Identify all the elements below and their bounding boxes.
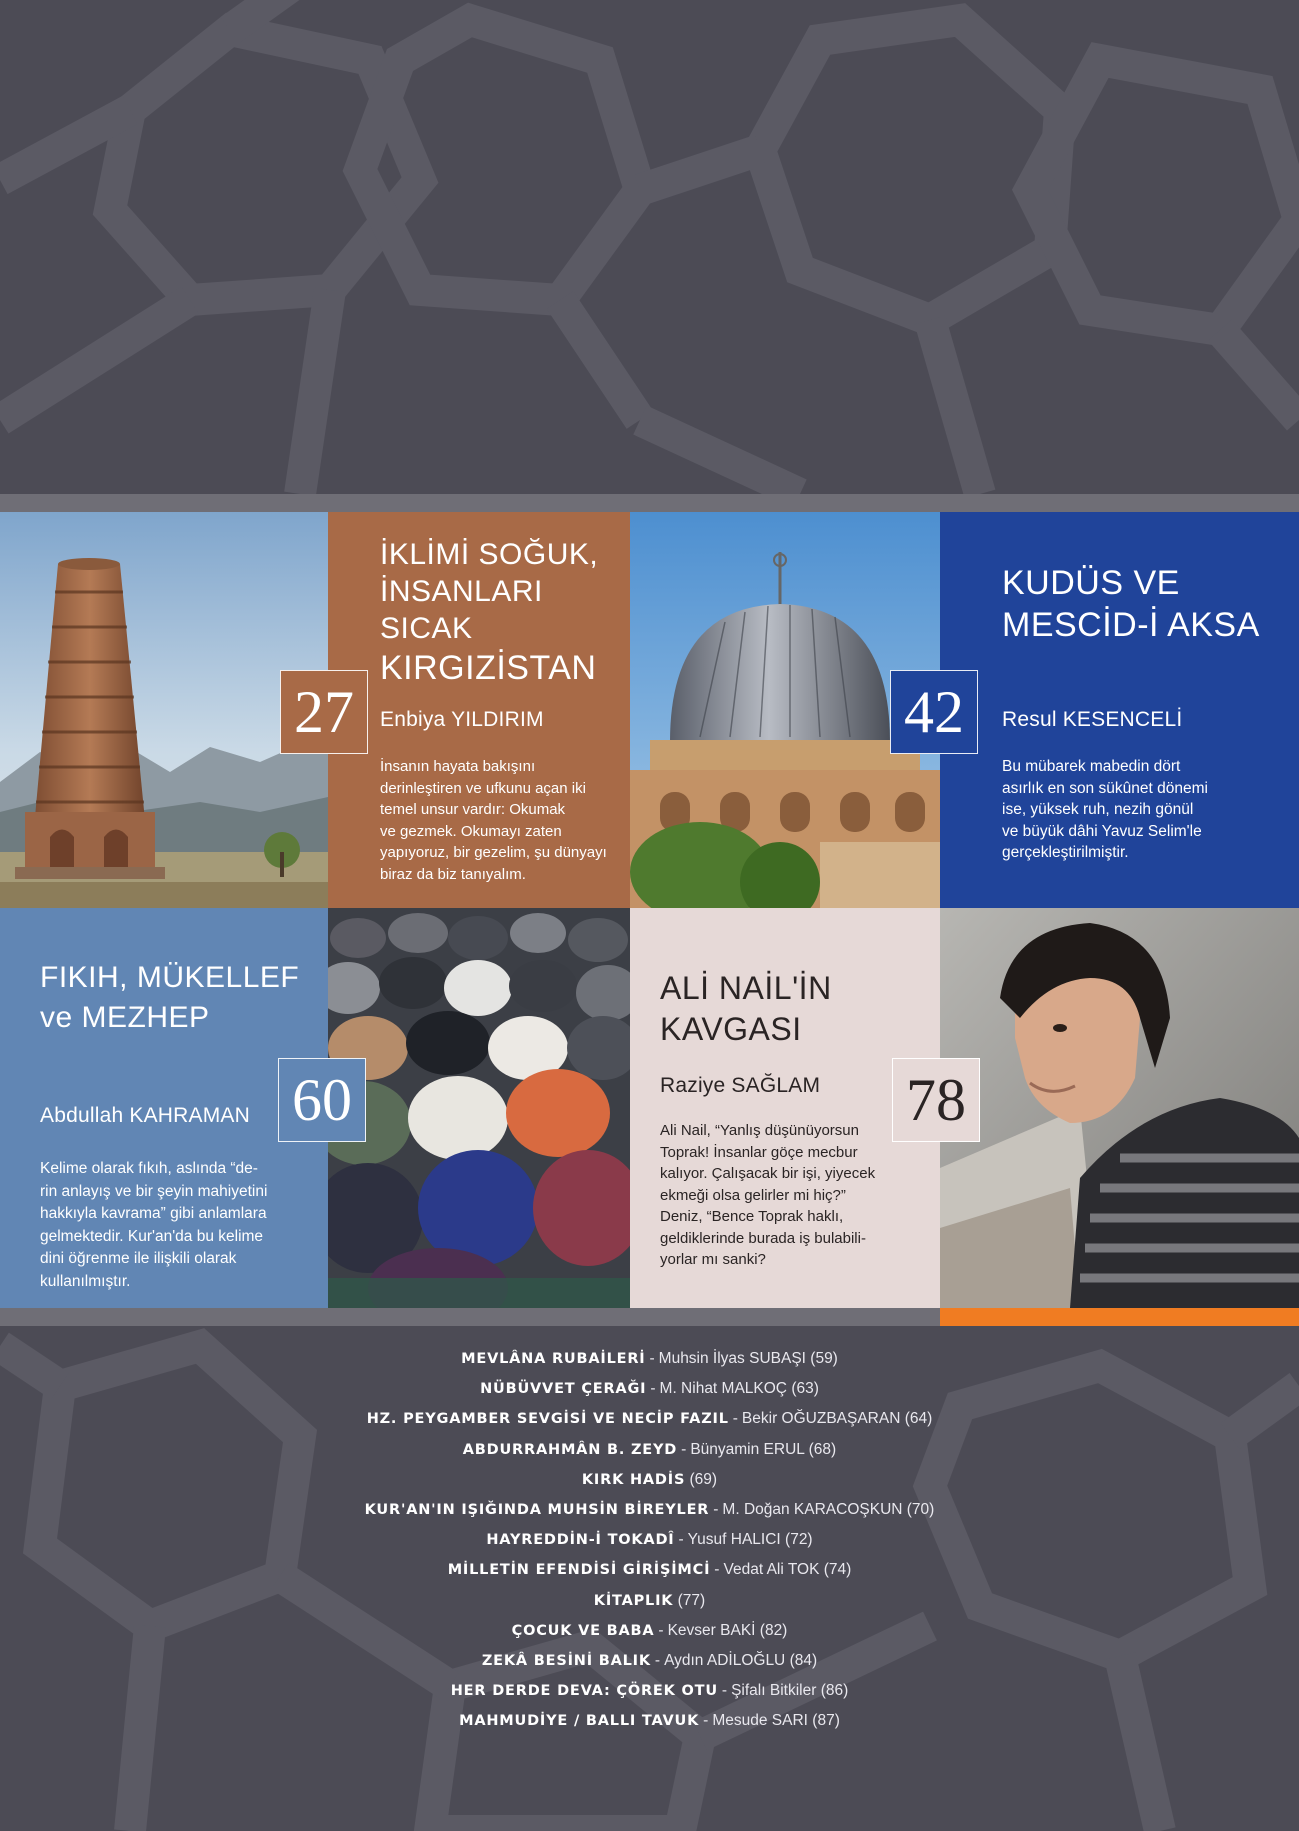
page-number-box[interactable]: 78: [892, 1058, 980, 1142]
kirgizistan-photo: [0, 512, 328, 908]
top-divider-band: [0, 494, 1299, 512]
kirgizistan-panel: [328, 512, 630, 908]
article-excerpt: Kelime olarak fıkıh, aslında “de- rin anlayış ve bir şeyin mahiyetini hakkıyla kavrama” gibi anlamlara gelmektedir. Kur'an'da bu kelime dini öğrenme ile ilişkili olarak kullanılmıştır.: [40, 1160, 268, 1290]
page-number-box[interactable]: 27: [280, 670, 368, 754]
article-author: Abdullah KAHRAMAN: [40, 1104, 250, 1127]
toc-item[interactable]: KİTAPLIK (77): [593, 1591, 706, 1609]
toc-item[interactable]: ABDURRAHMÂN B. ZEYD - Bünyamin ERUL (68): [462, 1440, 837, 1458]
article-row-2: [0, 908, 1299, 1308]
toc-item[interactable]: HER DERDE DEVA: ÇÖREK OTU - Şifalı Bitkiler (86): [450, 1682, 849, 1700]
article-excerpt: Bu mübarek mabedin dört asırlık en son sükûnet dönemi ise, yüksek ruh, nezih gönül ve büyük dâhi Yavuz Selim'le gerçekleştirilmiştir.: [1002, 758, 1208, 861]
article-excerpt: İnsanın hayata bakışını derinleştiren ve ufkunu açan iki temel unsur vardır: Okumak ve gezmek. Okumayı zaten yapıyoruz, bir gezelim, şu dünyayı biraz da biz tanıyalım.: [380, 758, 607, 883]
ali-nail-photo: [940, 908, 1299, 1308]
fikih-photo: [328, 908, 630, 1308]
article-title[interactable]: İKLİMİ SOĞUK, İNSANLARI SICAK KIRGIZİSTAN: [380, 538, 599, 687]
article-author: Raziye SAĞLAM: [660, 1074, 821, 1097]
kudus-panel: [940, 512, 1299, 908]
toc-item[interactable]: ÇOCUK VE BABA - Kevser BAKİ (82): [511, 1621, 788, 1639]
article-author: Enbiya YILDIRIM: [380, 708, 544, 731]
toc-item[interactable]: HAYREDDİN-İ TOKADÎ - Yusuf HALICI (72): [486, 1531, 813, 1549]
toc-item[interactable]: HZ. PEYGAMBER SEVGİSİ VE NECİP FAZIL - Bekir OĞUZBAŞARAN (64): [366, 1410, 933, 1428]
article-author: Resul KESENCELİ: [1002, 708, 1183, 731]
toc-item[interactable]: MAHMUDİYE / BALLI TAVUK - Mesude SARI (87): [459, 1712, 840, 1730]
young-man-portrait-photo-icon: [940, 908, 1299, 1308]
toc-item[interactable]: KIRK HADİS (69): [581, 1470, 718, 1488]
accent-strip: [940, 1308, 1299, 1326]
minaret-tower-photo-icon: [0, 512, 328, 908]
toc-item[interactable]: ZEKÂ BESİNİ BALIK - Aydın ADİLOĞLU (84): [481, 1652, 818, 1670]
page-number-box[interactable]: 60: [278, 1058, 366, 1142]
article-title[interactable]: FIKIH, MÜKELLEF ve MEZHEP: [40, 961, 300, 1034]
article-row-1: [0, 512, 1299, 908]
article-excerpt: Ali Nail, “Yanlış düşünüyorsun Toprak! İnsanlar göçe mecbur kalıyor. Çalışacak bir işi, yiyecek ekmeği olsa gelirler mi hiç?” Deniz, “Bence Toprak haklı, geldiklerinde burada iş bulabili- yorlar mı sanki?: [660, 1122, 876, 1268]
article-title[interactable]: ALİ NAİL'İN KAVGASI: [660, 970, 832, 1047]
geometric-pattern-top: [0, 0, 1299, 494]
table-of-contents: [0, 1344, 1299, 1737]
toc-item[interactable]: NÜBÜVVET ÇERAĞI - M. Nihat MALKOÇ (63): [480, 1380, 819, 1398]
toc-item[interactable]: MEVLÂNA RUBAİLERİ - Muhsin İlyas SUBAŞI (59): [461, 1350, 838, 1367]
toc-item[interactable]: MİLLETİN EFENDİSİ GİRİŞİMCİ - Vedat Ali TOK (74): [447, 1561, 852, 1579]
page-number-box[interactable]: 42: [890, 670, 978, 754]
article-title[interactable]: KUDÜS VE MESCİD-İ AKSA: [1002, 564, 1260, 644]
praying-crowd-photo-icon: [328, 908, 630, 1308]
toc-item[interactable]: KUR'AN'IN IŞIĞINDA MUHSİN BİREYLER - M. Doğan KARACOŞKUN (70): [364, 1501, 935, 1519]
